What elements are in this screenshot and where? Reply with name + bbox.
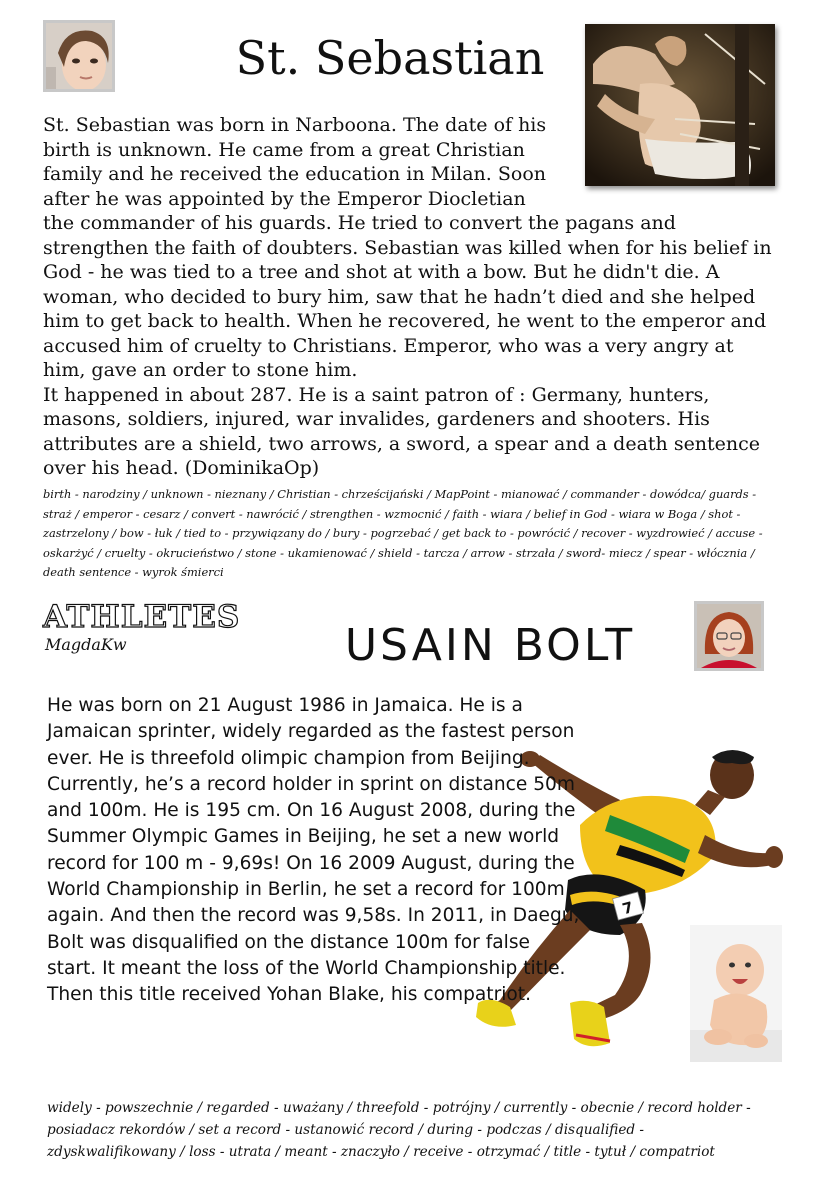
st-sebastian-article	[43, 113, 778, 481]
baby-photo	[690, 925, 782, 1062]
woman-portrait-icon	[697, 604, 761, 668]
vocabulary-list-2: widely - powszechnie / regarded - uważany / threefold - potrójny / currently - obecnie / record holder - posiadacz rekordów / set a record - ustanowić record / during - podczas / disqualified - zdyskwalifikowany / loss - utrata / meant - znaczyło / receive - otrzymać / title - tytuł / compatriot	[47, 1100, 751, 1160]
section-heading-athletes: ATHLETES	[43, 599, 241, 635]
author-name: MagdaKw	[45, 635, 127, 654]
girl-portrait-icon	[46, 23, 112, 89]
painting-float-spacer	[560, 113, 778, 188]
usain-bolt-article: He was born on 21 August 1986 in Jamaica. He is a Jamaican sprinter, widely regarded as the fastest person ever. He is threefold olimpic champion from Beijing. Currently, he’s a record holder in sprint on distance 50m and 100m. He is 195 cm. On 16 August 2008, during the Summer Olympic Games in Beijing, he set a new world record for 100 m - 9,69s! On 16 2009 August, during the World Championship in Berlin, he set a record for 100m again. And then the record was 9,58s. In 2011, in Daegu, Bolt was disqualified on the distance 100m for false start. It meant the loss of the World Championship title. Then this title received Yohan Blake, his compatriot.	[47, 695, 580, 1006]
vocabulary-list-1: birth - narodziny / unknown - nieznany / Christian - chrześcijański / MapPoint - mianować / commander - dowódca/ guards - straż / emperor - cesarz / convert - nawrócić / strengthen - wzmocnić / faith - wiara / belief in God - wiara w Boga / shot - zastrzelony / bow - łuk / tied to - przywiązany do / bury - pogrzebać / get back to - powrócić / recover - wyzdrowieć / accuse - oskarżyć / cruelty - okrucieństwo / stone - ukamienować / shield - tarcza / arrow - strzała / sword- miecz / spear - włócznia / death sentence - wyrok śmierci	[43, 487, 763, 579]
page-title-st-sebastian: St. Sebastian	[235, 31, 545, 85]
baby-icon	[690, 925, 782, 1062]
bib-number: 7	[620, 898, 636, 919]
page-title-usain-bolt: USAIN BOLT	[344, 620, 636, 671]
author-avatar-magda	[694, 601, 764, 671]
article-paragraph-2: It happened in about 287. He is a saint patron of : Germany, hunters, masons, soldiers, injured, war invalides, gardeners and shooters. His attributes are a shield, two arrows, a sword, a spear and a death sentence over his head. (DominikaOp)	[43, 383, 761, 479]
author-avatar-dominika	[43, 20, 115, 92]
article-paragraph-1: St. Sebastian was born in Narboona. The date of his birth is unknown. He came from a great Christian family and he received the education in Milan. Soon after he was appointed by the Emperor Diocletian the commander of his guards. He tried to convert the pagans and strengthen the faith of doubters. Sebastian was killed when for his belief in God - he was tied to a tree and shot at with a bow. But he didn't die. A woman, who decided to bury him, saw that he hadn’t died and she helped him to get back to health. When he recovered, he went to the emperor and accused him of cruelty to Christians. Emperor, who was a very angry at him, gave an order to stone him.	[43, 114, 772, 381]
